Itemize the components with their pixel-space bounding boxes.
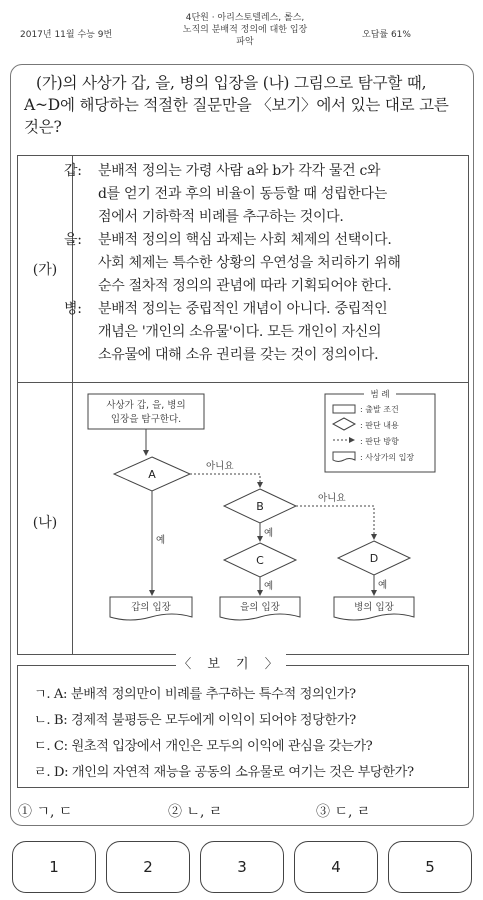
answer-button-5[interactable]: 5 xyxy=(388,841,472,893)
label-na: (나) xyxy=(32,515,58,531)
topic-line-1: 4단원 · 아리스토텔레스, 롤스, xyxy=(185,13,305,23)
statement-line: 점에서 기하학적 비례를 추구하는 것이다. xyxy=(98,209,344,225)
start-text-1: 사상가 갑, 을, 병의 xyxy=(106,400,186,411)
statement-byeong xyxy=(64,298,456,367)
bogi-item-rieul: ㄹ. D: 개인의 자연적 재능을 공동의 소유물로 여기는 것은 부당한가? xyxy=(34,765,414,780)
node-c-label: C xyxy=(256,554,264,567)
result-byeong-label: 병의 입장 xyxy=(354,602,394,613)
bogi-item-nieun: ㄴ. B: 경제적 불평등은 모두에게 이익이 되어야 정당한가? xyxy=(34,713,356,728)
answer-button-1[interactable]: 1 xyxy=(12,841,96,893)
statement-line: 분배적 정의는 중립적인 개념이 아니다. 중립적인 xyxy=(98,301,388,317)
statement-eul xyxy=(64,229,456,298)
speaker-byeong: 병: xyxy=(64,301,82,317)
yes-label-d: 예 xyxy=(378,580,388,591)
statement-line: d를 얻기 전과 후의 비율이 동등할 때 성립한다는 xyxy=(98,186,387,202)
speaker-gap: 갑: xyxy=(64,163,82,179)
no-label-a: 아니요 xyxy=(206,461,234,472)
choice-2: ② ㄴ, ㄹ xyxy=(168,804,223,820)
answer-button-4[interactable]: 4 xyxy=(294,841,378,893)
statement-line: 개념은 '개인의 소유물'이다. 모든 개인이 자신의 xyxy=(98,324,382,340)
yes-label-b: 예 xyxy=(264,528,274,539)
node-b-label: B xyxy=(256,500,264,513)
label-ga: (가) xyxy=(32,262,58,278)
bogi-item-digeut: ㄷ. C: 원초적 입장에서 개인은 모두의 이익에 관심을 갖는가? xyxy=(34,739,373,754)
answer-button-3[interactable]: 3 xyxy=(200,841,284,893)
thinker-statements xyxy=(64,160,456,367)
exam-info: 2017년 11월 수능 9번 xyxy=(20,30,113,40)
question-line-2: A~D에 해당하는 적절한 질문만을 〈보기〉에서 있는 대로 고른 xyxy=(24,96,449,114)
statement-line: 분배적 정의의 핵심 과제는 사회 체제의 선택이다. xyxy=(98,232,392,248)
no-label-b: 아니요 xyxy=(318,493,346,504)
flowchart xyxy=(72,383,467,651)
choice-3: ③ ㄷ, ㄹ xyxy=(316,804,371,820)
question-line-3: 것은? xyxy=(24,118,62,136)
speaker-eul: 을: xyxy=(64,232,82,248)
choice-1: ① ㄱ, ㄷ xyxy=(18,804,73,820)
legend-start-shape xyxy=(333,405,355,413)
statement-gap xyxy=(64,160,456,229)
page-header xyxy=(0,0,483,56)
wrong-rate: 오답률 61% xyxy=(362,30,411,40)
yes-label-a: 예 xyxy=(156,535,166,546)
node-a-label: A xyxy=(148,468,156,481)
question-line-1: (가)의 사상가 갑, 을, 병의 입장을 (나) 그림으로 탐구할 때, xyxy=(36,74,427,92)
statement-line: 순수 절차적 정의의 관념에 따라 기획되어야 한다. xyxy=(98,278,392,294)
result-gap-label: 갑의 입장 xyxy=(131,602,171,613)
bogi-item-gieok: ㄱ. A: 분배적 정의만이 비례를 추구하는 특수적 정의인가? xyxy=(34,687,356,702)
question-stem xyxy=(24,72,464,138)
statement-line: 분배적 정의는 가령 사람 a와 b가 각각 물건 c와 xyxy=(98,163,381,179)
legend-item-1: : 출발 조건 xyxy=(360,405,399,414)
legend-item-2: : 판단 내용 xyxy=(360,421,399,430)
legend-title: 범 례 xyxy=(370,390,390,400)
topic-title xyxy=(150,12,340,48)
start-text-2: 입장을 탐구한다. xyxy=(110,414,182,425)
answer-button-2[interactable]: 2 xyxy=(106,841,190,893)
topic-line-2: 노직의 분배적 정의에 대한 입장 xyxy=(182,25,308,35)
statement-line: 소유물에 대해 소유 권리를 갖는 것이 정의이다. xyxy=(98,347,379,363)
legend-item-4: : 사상가의 입장 xyxy=(360,453,415,462)
statement-line: 사회 체제는 특수한 상황의 우연성을 처리하기 위해 xyxy=(98,255,401,271)
legend-item-3: : 판단 방향 xyxy=(360,437,399,446)
yes-label-c: 예 xyxy=(264,581,274,592)
topic-line-3: 파악 xyxy=(236,37,254,47)
node-d-label: D xyxy=(369,552,379,565)
bogi-title: 〈 보 기 〉 xyxy=(176,653,286,672)
result-eul-label: 을의 입장 xyxy=(240,602,280,613)
